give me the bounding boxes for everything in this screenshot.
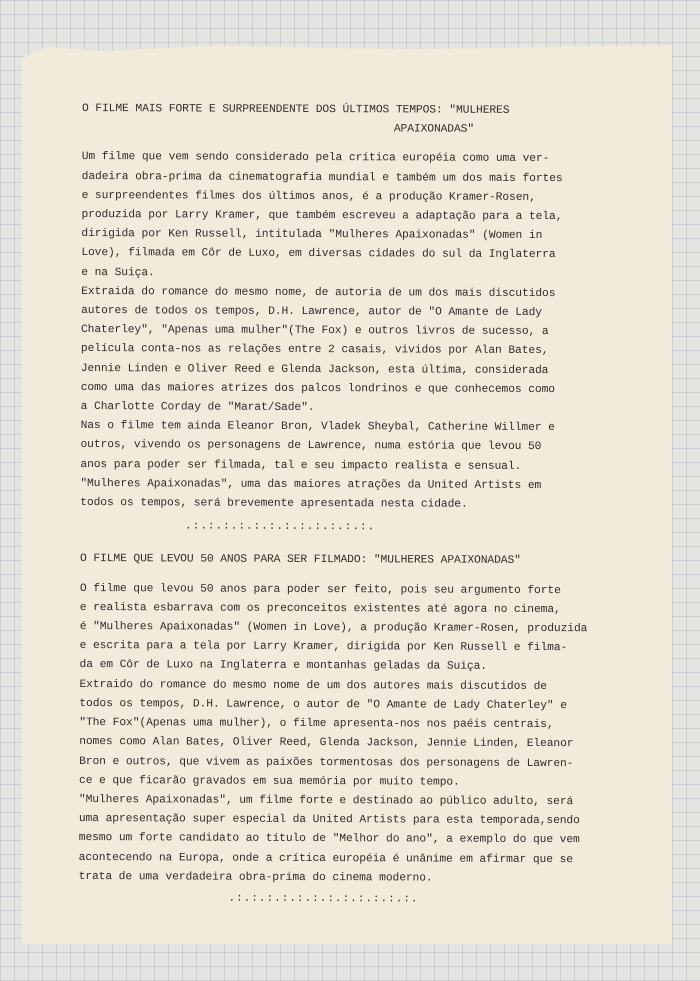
text-line: é "Mulheres Apaixonadas" (Women in Love), a produção Kramer-Rosen, produzida <box>79 621 588 636</box>
section-1 <box>80 148 622 538</box>
heading-1-line-2: APAIXONADAS" <box>393 123 475 136</box>
text-line: "Mulheres Apaixonadas", um filme forte e destinado ao público adulto, será <box>78 793 574 809</box>
text-line: e surpreendentes filmes dos últimos anos, é a produção Kramer-Rosen, <box>81 189 536 204</box>
text-line: e escrita para a tela por Larry Kramer, dirigida por Ken Russell e filma- <box>79 640 568 655</box>
text-line: dirigida por Ken Russell, intitulada "Mulheres Apaixonadas" (Women in <box>81 228 543 243</box>
section-2 <box>78 580 619 911</box>
text-line: produzida por Larry Kramer, que também escreveu a adaptação para a tela, <box>81 209 563 224</box>
text-line: ce e que ficarão gravados em sua memória por muito tempo. <box>79 774 460 789</box>
text-line: trata de uma verdadeira obra-prima do cinema moderno. <box>78 870 433 885</box>
section-1-paragraph-1 <box>81 148 622 285</box>
text-line: nomes como Alan Bates, Oliver Reed, Glenda Jackson, Jennie Linden, Eleanor <box>79 736 574 751</box>
section-2-paragraph-2 <box>79 676 619 794</box>
text-line: "The Fox"(Apenas uma mulher), o filme apresenta-nos nos paéis centrais, <box>79 717 554 732</box>
text-line: Nas o filme tem ainda Eleanor Bron, Vladek Sheybal, Catherine Willmer e <box>80 420 555 435</box>
text-line: da em Côr de Luxo na Inglaterra e montanhas geladas da Suiça. <box>79 659 487 674</box>
text-line: anos para poder ser filmada, tal e seu impacto realista e sensual. <box>80 458 522 473</box>
text-line: película conta-nos as relações entre 2 casais, vividos por Alan Bates, <box>80 343 549 358</box>
text-line: Chaterley", "Apenas uma mulher"(The Fox) e outros livros de sucesso, a <box>80 324 549 339</box>
text-line: uma apresentação super especial da United Artists para esta temporada,sendo <box>78 813 580 828</box>
text-line: Extraido do romance do mesmo nome de um dos autores mais discutidos de <box>79 678 548 693</box>
text-line: Extraida do romance do mesmo nome, de autoria de um dos mais discutidos <box>81 285 556 300</box>
heading-2: O FILME QUE LEVOU 50 ANOS PARA SER FILMADO: "MULHERES APAIXONADAS" <box>79 553 521 568</box>
text-line: O filme que levou 50 anos para poder ser feito, pois seu argumento forte <box>79 582 561 597</box>
section-separator: .:.:.:.:.:.:.:.:.:.:.:.:. <box>185 520 376 534</box>
text-line: todos os tempos, D.H. Lawrence, o autor de "O Amante de Lady Chaterley" e <box>79 697 567 713</box>
text-line: Love), filmada em Côr de Luxo, em diversas cidades do sul da Inglaterra <box>81 247 556 262</box>
section-1-paragraph-2 <box>81 283 622 420</box>
heading-1-line-1: O FILME MAIS FORTE E SURPREENDENTE DOS ÚLTIMOS TEMPOS: "MULHERES <box>81 102 510 117</box>
section-1-paragraph-3 <box>80 417 620 515</box>
text-line: outros, vivendo os personagens de Lawrence, numa estória que levou 50 <box>80 439 542 454</box>
text-line: acontecendo na Europa, onde a crítica européia é unânime em afirmar que se <box>78 851 573 866</box>
text-line: Bron e outros, que vivem as paixões tormentosas dos personagens de Lawren- <box>79 755 574 770</box>
text-line: Um filme que vem sendo considerado pela crítica européia como uma ver- <box>81 151 550 166</box>
text-line: "Mulheres Apaixonadas", uma das maiores atrações da United Artists em <box>80 477 542 492</box>
section-2-paragraph-1 <box>79 580 619 678</box>
heading-1 <box>82 100 622 141</box>
text-line: a Charlotte Corday de "Marat/Sade". <box>80 401 315 415</box>
section-separator: .:.:.:.:.:.:.:.:.:.:.:.:. <box>228 892 419 906</box>
text-line: todos os tempos, será brevemente apresentada nesta cidade. <box>80 497 468 511</box>
text-line: autores de todos os tempos, D.H. Lawrence, autor de "O Amante de Lady <box>81 305 542 320</box>
section-2-paragraph-3 <box>79 791 619 889</box>
text-line: e na Suiça. <box>81 266 155 279</box>
text-line: e realista esbarrava com os preconceitos existentes até agora no cinema, <box>79 601 561 616</box>
text-line: Jennie Linden e Oliver Reed e Glenda Jackson, esta última, considerada <box>80 362 549 377</box>
text-line: mesmo um forte candidato ao título de "Melhor do ano", a exemplo do que vem <box>78 832 580 847</box>
text-line: como uma das maiores atrizes dos palcos londrinos e que conhecemos como <box>80 381 556 396</box>
typed-document <box>78 100 622 924</box>
text-line: dadeira obra-prima da cinematografia mundial e também um dos mais fortes <box>81 170 563 185</box>
